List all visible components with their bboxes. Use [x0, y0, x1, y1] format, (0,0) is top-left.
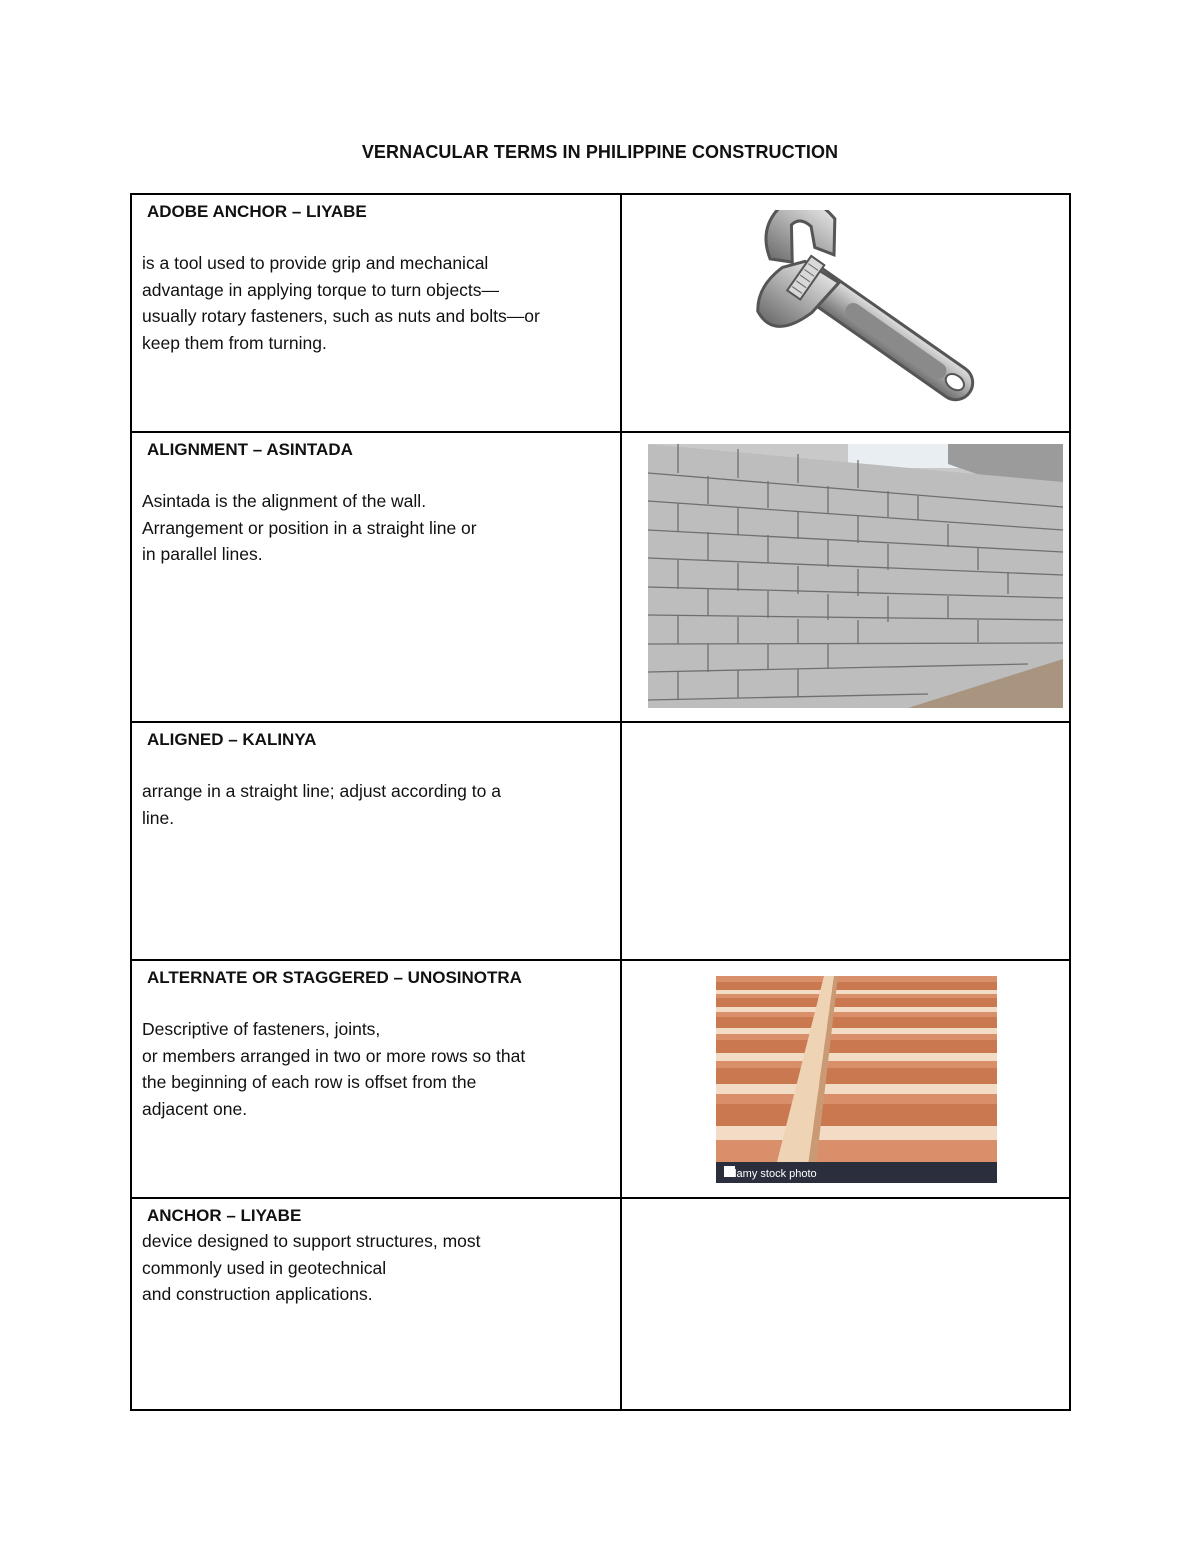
- term-description: device designed to support structures, most commonly used in geotechnical and construction applications.: [142, 1231, 481, 1304]
- wrench-image: [714, 210, 1004, 420]
- term-description: is a tool used to provide grip and mechanical advantage in applying torque to turn objects— usually rotary fasteners, such as nuts and bolts—or keep them from turning.: [142, 253, 540, 353]
- term-image-cell-empty: [621, 1198, 1070, 1410]
- lumber-joists-photo: [716, 976, 997, 1183]
- terms-table: [130, 193, 1071, 1411]
- term-heading: ALTERNATE OR STAGGERED – UNOSINOTRA: [147, 968, 522, 987]
- table-row: [131, 960, 1070, 1198]
- table-row: [131, 722, 1070, 960]
- table-row: [131, 432, 1070, 722]
- term-text-cell: [131, 1198, 621, 1410]
- term-image-cell: [621, 432, 1070, 722]
- term-text-cell: [131, 722, 621, 960]
- term-heading: ALIGNED – KALINYA: [147, 730, 317, 749]
- table-row: [131, 194, 1070, 432]
- term-image-cell-empty: [621, 722, 1070, 960]
- term-text-cell: [131, 194, 621, 432]
- term-description: Descriptive of fasteners, joints, or members arranged in two or more rows so that the beginning of each row is offset from the adjacent one.: [142, 1019, 526, 1119]
- term-text-cell: [131, 432, 621, 722]
- block-wall-image: [648, 444, 1063, 708]
- table-row: [131, 1198, 1070, 1410]
- term-text-cell: [131, 960, 621, 1198]
- term-description: Asintada is the alignment of the wall. Arrangement or position in a straight line or in parallel lines.: [142, 491, 477, 564]
- term-image-cell: [621, 194, 1070, 432]
- image-caption: alamy stock photo: [728, 1168, 817, 1180]
- term-heading: ADOBE ANCHOR – LIYABE: [147, 202, 367, 221]
- term-heading: ALIGNMENT – ASINTADA: [147, 440, 353, 459]
- term-heading: ANCHOR – LIYABE: [147, 1206, 302, 1225]
- term-image-cell: [621, 960, 1070, 1198]
- page-title: VERNACULAR TERMS IN PHILIPPINE CONSTRUCTION: [361, 142, 839, 162]
- term-description: arrange in a straight line; adjust according to a line.: [142, 781, 501, 828]
- lumber-image: [716, 976, 997, 1183]
